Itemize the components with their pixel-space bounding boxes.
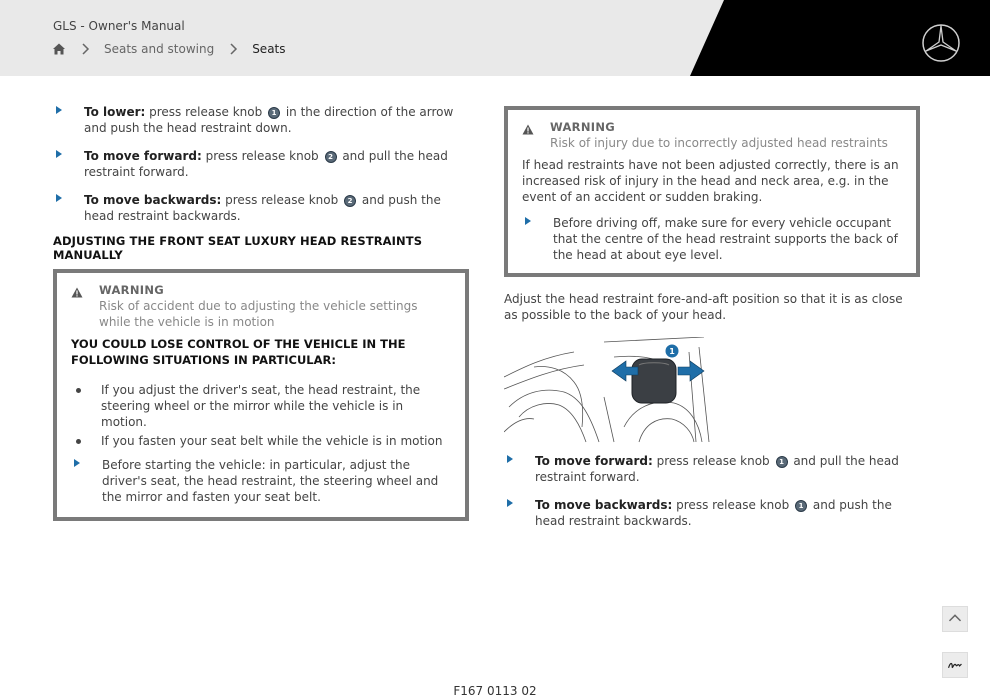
step-label: To move forward: xyxy=(535,454,653,468)
left-column xyxy=(53,104,469,521)
step-arrow-icon xyxy=(56,194,62,202)
release-knob-number-icon: 2 xyxy=(325,151,337,163)
home-icon[interactable] xyxy=(52,42,66,56)
head-restraint-illustration xyxy=(504,337,712,443)
warning-subtitle: Risk of injury due to incorrectly adjusted head restraints xyxy=(550,136,888,150)
step-text: and push the head restraint backwards. xyxy=(535,498,892,528)
step-arrow-icon xyxy=(56,150,62,158)
breadcrumb xyxy=(52,42,300,56)
warning-box xyxy=(504,106,920,277)
warning-box xyxy=(53,269,469,521)
step-label: To lower: xyxy=(84,105,146,119)
chevron-right-icon xyxy=(228,43,238,55)
warning-bullet-list xyxy=(71,382,451,449)
instruction-step xyxy=(71,457,451,505)
release-knob-number-icon: 1 xyxy=(795,500,807,512)
warning-label: WARNING xyxy=(99,283,164,297)
chevron-right-icon xyxy=(80,43,90,55)
release-knob-number-icon: 1 xyxy=(776,456,788,468)
mercedes-star-logo[interactable] xyxy=(921,23,961,63)
right-column xyxy=(504,106,920,541)
release-knob-number-icon: 2 xyxy=(344,195,356,207)
chevron-up-icon xyxy=(943,607,967,631)
instruction-step xyxy=(53,104,469,136)
step-text: Before starting the vehicle: in particular, adjust the driver's seat, the head restraint, the steering wheel and the mirror and fasten your seat belt. xyxy=(102,458,439,504)
warning-body: If head restraints have not been adjusted correctly, there is an increased risk of injury in the head and neck area, e.g. in the event of an accident or sudden braking. xyxy=(522,158,899,204)
step-text: and pull the head restraint forward. xyxy=(535,454,899,484)
step-arrow-icon xyxy=(507,455,513,463)
paragraph: Adjust the head restraint fore-and-aft position so that it is as close as possible to the back of your head. xyxy=(504,292,903,322)
warning-triangle-icon xyxy=(522,124,534,135)
scroll-to-top-button[interactable] xyxy=(942,606,968,632)
step-text: Before driving off, make sure for every vehicle occupant that the centre of the head restraint supports the back of the head at about eye level. xyxy=(553,216,898,262)
instruction-step xyxy=(53,148,469,180)
warning-triangle-icon xyxy=(71,287,83,298)
warning-subtitle: Risk of accident due to adjusting the vehicle settings while the vehicle is in motion xyxy=(99,299,418,329)
step-text: press release knob xyxy=(145,105,263,119)
step-text: press release knob xyxy=(652,454,770,468)
step-text: and push the head restraint backwards. xyxy=(84,193,441,223)
warning-header xyxy=(71,283,451,330)
step-label: To move forward: xyxy=(84,149,202,163)
list-item: If you adjust the driver's seat, the head restraint, the steering wheel or the mirror while the vehicle is in motion. xyxy=(71,382,451,430)
instruction-step xyxy=(504,453,920,485)
step-text: press release knob xyxy=(201,149,319,163)
step-text: press release knob xyxy=(221,193,339,207)
step-arrow-icon xyxy=(525,217,531,225)
step-text: in the direction of the arrow and push the head restraint down. xyxy=(84,105,454,135)
warning-caps-text: YOU COULD LOSE CONTROL OF THE VEHICLE IN THE FOLLOWING SITUATIONS IN PARTICULAR: xyxy=(71,337,406,367)
warning-header xyxy=(522,120,902,151)
signature-button[interactable] xyxy=(942,652,968,678)
section-heading: ADJUSTING THE FRONT SEAT LUXURY HEAD RESTRAINTS MANUALLY xyxy=(53,234,423,262)
step-label: To move backwards: xyxy=(535,498,673,512)
list-item: If you fasten your seat belt while the vehicle is in motion xyxy=(71,433,451,449)
figure-code: F167 0113 02 xyxy=(453,684,537,698)
image-callout-number: 1 xyxy=(669,347,675,356)
step-arrow-icon xyxy=(74,459,80,467)
signature-icon xyxy=(943,653,967,677)
breadcrumb-seats-and-stowing[interactable]: Seats and stowing xyxy=(104,42,215,56)
manual-title: GLS - Owner's Manual xyxy=(53,19,185,33)
step-label: To move backwards: xyxy=(84,193,222,207)
instruction-step xyxy=(53,192,469,224)
breadcrumb-seats: Seats xyxy=(252,42,286,56)
step-arrow-icon xyxy=(56,106,62,114)
warning-label: WARNING xyxy=(550,120,615,134)
release-knob-number-icon: 1 xyxy=(268,107,280,119)
instruction-step xyxy=(504,497,920,529)
step-text: and pull the head restraint forward. xyxy=(84,149,448,179)
instruction-step xyxy=(522,215,902,263)
step-arrow-icon xyxy=(507,499,513,507)
step-text: press release knob xyxy=(672,498,790,512)
